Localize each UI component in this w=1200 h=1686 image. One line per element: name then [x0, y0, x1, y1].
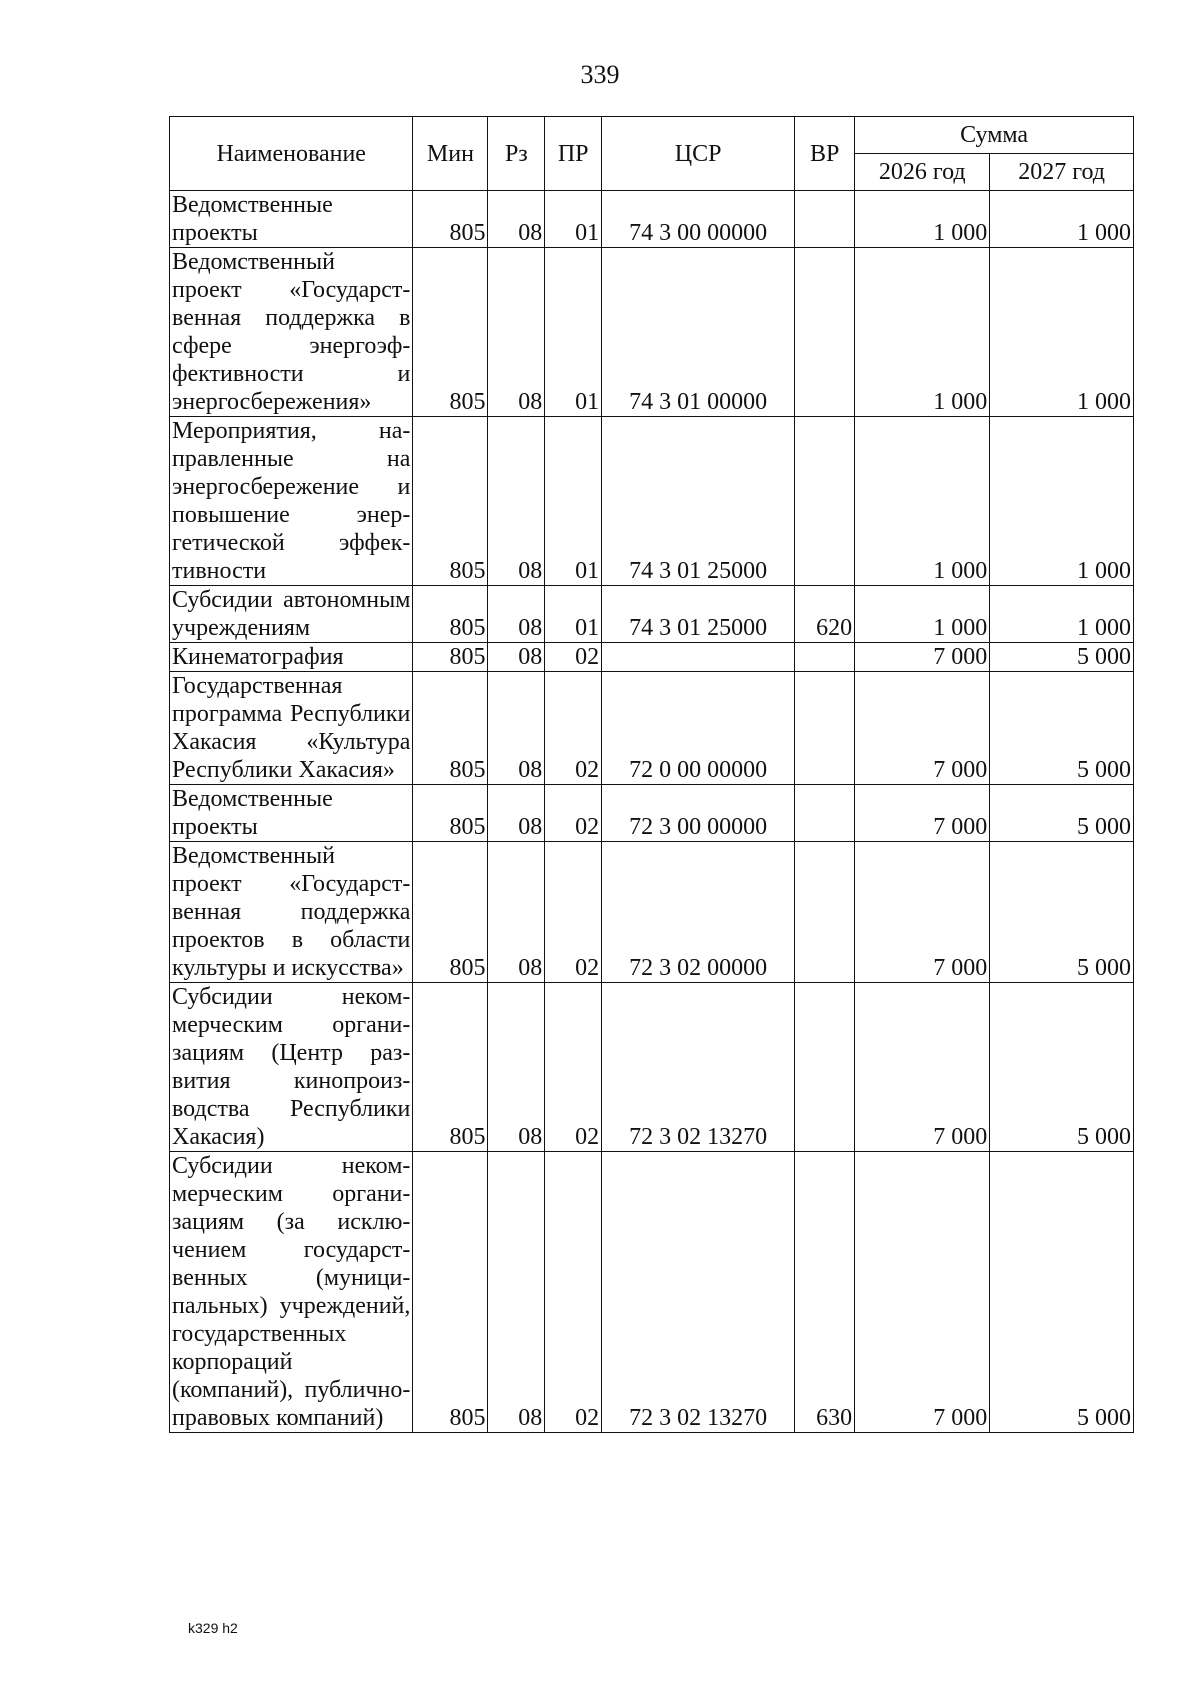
cell-rz: 08	[488, 785, 545, 842]
cell-csr: 72 0 00 00000	[602, 672, 795, 785]
cell-csr: 72 3 02 00000	[602, 842, 795, 983]
cell-pr: 02	[545, 842, 602, 983]
cell-rz: 08	[488, 586, 545, 643]
cell-name: Кинематография	[170, 643, 413, 672]
cell-csr	[602, 643, 795, 672]
cell-pr: 02	[545, 1152, 602, 1433]
table-row	[170, 586, 1134, 643]
table-row	[170, 191, 1134, 248]
cell-sum-2027: 5 000	[990, 672, 1134, 785]
cell-min: 805	[413, 672, 488, 785]
cell-sum-2026: 7 000	[855, 643, 990, 672]
cell-sum-2026: 7 000	[855, 983, 990, 1152]
cell-name: Ведомственные проекты	[170, 785, 413, 842]
cell-csr: 72 3 02 13270	[602, 1152, 795, 1433]
cell-vr	[795, 191, 855, 248]
table-row	[170, 672, 1134, 785]
cell-sum-2026: 1 000	[855, 248, 990, 417]
cell-sum-2027: 1 000	[990, 586, 1134, 643]
cell-sum-2027: 1 000	[990, 191, 1134, 248]
table-row	[170, 417, 1134, 586]
cell-pr: 02	[545, 785, 602, 842]
cell-vr	[795, 417, 855, 586]
cell-rz: 08	[488, 191, 545, 248]
table-body	[170, 191, 1134, 1433]
cell-name: Субсидии некоммерческим организациям (за исключением государственных (муниципальных) учреждений, государственных корпораций (компаний), публично-правовых компаний)	[170, 1152, 413, 1433]
cell-rz: 08	[488, 672, 545, 785]
header-min: Мин	[413, 117, 488, 191]
header-year-2026: 2026 год	[855, 154, 990, 191]
table-row	[170, 983, 1134, 1152]
cell-min: 805	[413, 248, 488, 417]
cell-min: 805	[413, 191, 488, 248]
cell-sum-2027: 5 000	[990, 983, 1134, 1152]
cell-pr: 02	[545, 643, 602, 672]
cell-sum-2027: 5 000	[990, 643, 1134, 672]
table-row	[170, 842, 1134, 983]
cell-vr: 620	[795, 586, 855, 643]
header-pr: ПР	[545, 117, 602, 191]
cell-sum-2026: 7 000	[855, 842, 990, 983]
cell-sum-2026: 7 000	[855, 1152, 990, 1433]
cell-min: 805	[413, 983, 488, 1152]
cell-sum-2026: 7 000	[855, 785, 990, 842]
header-csr: ЦСР	[602, 117, 795, 191]
cell-vr	[795, 842, 855, 983]
table-row	[170, 785, 1134, 842]
page-number: 339	[580, 60, 620, 89]
cell-name: Субсидии автономным учреждениям	[170, 586, 413, 643]
cell-name: Ведомственные проекты	[170, 191, 413, 248]
cell-name: Государственная программа Республики Хакасия «Культура Республики Хакасия»	[170, 672, 413, 785]
cell-min: 805	[413, 586, 488, 643]
cell-pr: 01	[545, 417, 602, 586]
cell-vr	[795, 248, 855, 417]
cell-min: 805	[413, 842, 488, 983]
cell-rz: 08	[488, 1152, 545, 1433]
cell-csr: 74 3 00 00000	[602, 191, 795, 248]
table-row	[170, 248, 1134, 417]
cell-vr	[795, 672, 855, 785]
cell-pr: 01	[545, 248, 602, 417]
cell-sum-2026: 1 000	[855, 586, 990, 643]
budget-table	[169, 116, 1134, 1433]
table-row	[170, 1152, 1134, 1433]
cell-vr	[795, 785, 855, 842]
header-rz: Рз	[488, 117, 545, 191]
cell-min: 805	[413, 417, 488, 586]
cell-pr: 02	[545, 983, 602, 1152]
cell-name: Ведомственный проект «Государственная поддержка проектов в области культуры и искусства»	[170, 842, 413, 983]
cell-csr: 74 3 01 25000	[602, 586, 795, 643]
cell-sum-2026: 1 000	[855, 191, 990, 248]
table-header	[170, 117, 1134, 191]
cell-sum-2026: 7 000	[855, 672, 990, 785]
cell-min: 805	[413, 1152, 488, 1433]
cell-name: Ведомственный проект «Государственная поддержка в сфере энергоэффективности и энергосбережения»	[170, 248, 413, 417]
cell-min: 805	[413, 785, 488, 842]
header-name: Наименование	[170, 117, 413, 191]
cell-sum-2027: 1 000	[990, 417, 1134, 586]
cell-rz: 08	[488, 248, 545, 417]
cell-rz: 08	[488, 643, 545, 672]
cell-rz: 08	[488, 417, 545, 586]
cell-pr: 02	[545, 672, 602, 785]
cell-name: Субсидии некоммерческим организациям (Центр развития кинопроизводства Республики Хакасия)	[170, 983, 413, 1152]
cell-sum-2027: 5 000	[990, 842, 1134, 983]
cell-vr: 630	[795, 1152, 855, 1433]
cell-min: 805	[413, 643, 488, 672]
cell-rz: 08	[488, 983, 545, 1152]
cell-name: Мероприятия, направленные на энергосбережение и повышение энергетической эффективности	[170, 417, 413, 586]
cell-pr: 01	[545, 191, 602, 248]
table-row	[170, 643, 1134, 672]
cell-csr: 74 3 01 00000	[602, 248, 795, 417]
cell-vr	[795, 983, 855, 1152]
cell-sum-2027: 5 000	[990, 1152, 1134, 1433]
cell-sum-2026: 1 000	[855, 417, 990, 586]
cell-csr: 72 3 00 00000	[602, 785, 795, 842]
footer-code: k329 h2	[188, 1620, 238, 1636]
cell-rz: 08	[488, 842, 545, 983]
cell-csr: 72 3 02 13270	[602, 983, 795, 1152]
cell-sum-2027: 1 000	[990, 248, 1134, 417]
cell-pr: 01	[545, 586, 602, 643]
header-vr: ВР	[795, 117, 855, 191]
cell-sum-2027: 5 000	[990, 785, 1134, 842]
cell-csr: 74 3 01 25000	[602, 417, 795, 586]
header-year-2027: 2027 год	[990, 154, 1134, 191]
header-sum: Сумма	[855, 117, 1134, 154]
cell-vr	[795, 643, 855, 672]
